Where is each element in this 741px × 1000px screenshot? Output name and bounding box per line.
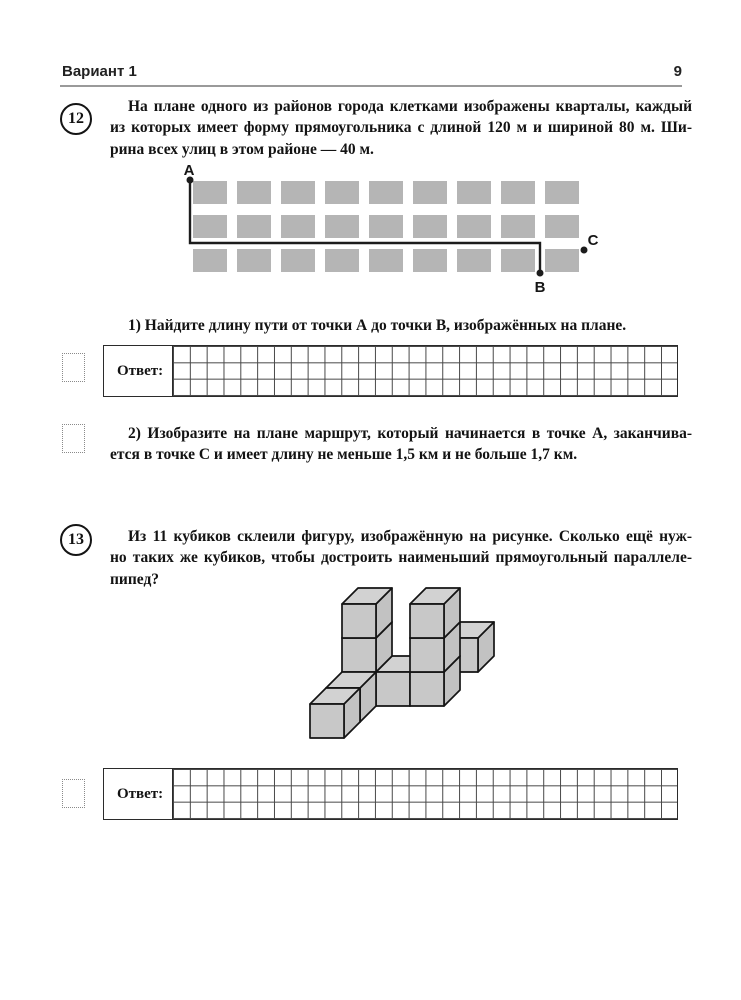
cube-face: [410, 638, 444, 672]
city-block: [457, 215, 491, 238]
question-2-line: ется в точке С и имеет длину не меньше 1,5 км и не больше 1,7 км.: [110, 446, 578, 464]
grader-checkbox-2[interactable]: [62, 424, 85, 453]
problem-12-number: 12: [68, 110, 84, 127]
city-block: [413, 181, 447, 204]
city-block: [325, 215, 359, 238]
question-2: [110, 423, 692, 466]
point-label: А: [183, 164, 195, 179]
city-block: [281, 215, 315, 238]
city-block: [545, 215, 579, 238]
answer-box-2: [103, 768, 678, 820]
grader-checkbox-3[interactable]: [62, 779, 85, 808]
statement-line: На плане одного из районов города клетками изображены кварталы, каждый: [128, 98, 692, 115]
answer-grid-2[interactable]: [173, 769, 677, 819]
point-label: В: [534, 279, 546, 296]
point-dot: [537, 270, 544, 277]
cube-face: [342, 604, 376, 638]
city-block: [369, 181, 403, 204]
city-block: [193, 215, 227, 238]
page-number: 9: [673, 63, 682, 80]
problem-13-number: 13: [68, 531, 84, 548]
question-2-line: 2) Изобразите на плане маршрут, который начинается в точке А, заканчива-: [128, 425, 692, 442]
city-block: [237, 181, 271, 204]
cube-face: [410, 604, 444, 638]
city-block: [325, 181, 359, 204]
point-dot: [581, 247, 588, 254]
city-plan-figure: [160, 164, 620, 304]
answer-grid-1[interactable]: [173, 346, 677, 396]
cube-face: [376, 672, 410, 706]
city-block: [545, 249, 579, 272]
cube-face: [410, 672, 444, 706]
city-block: [413, 249, 447, 272]
statement-line: но таких же кубиков, чтобы достроить наименьший прямоугольный параллеле-: [110, 549, 692, 567]
city-block: [193, 181, 227, 204]
variant-label: Вариант 1: [62, 63, 137, 80]
city-block: [281, 181, 315, 204]
city-block: [545, 181, 579, 204]
city-block: [413, 215, 447, 238]
city-block: [325, 249, 359, 272]
city-block: [369, 249, 403, 272]
city-block: [457, 249, 491, 272]
statement-line: рина всех улиц в этом районе — 40 м.: [110, 140, 374, 158]
statement-line: пипед?: [110, 570, 160, 588]
statement-line: Из 11 кубиков склеили фигуру, изображённую на рисунке. Сколько ещё нуж-: [128, 528, 692, 545]
city-block: [501, 181, 535, 204]
grader-checkbox-1[interactable]: [62, 353, 85, 382]
city-block: [237, 249, 271, 272]
cubes-figure: [302, 580, 512, 746]
answer-label-2: Ответ:: [104, 769, 173, 819]
cube-face: [342, 638, 376, 672]
problem-12-badge: [60, 103, 92, 135]
point-label: С: [587, 232, 599, 249]
problem-13-badge: [60, 524, 92, 556]
answer-box-1: [103, 345, 678, 397]
cube-face: [310, 704, 344, 738]
city-block: [501, 249, 535, 272]
statement-line: из которых имеет форму прямоугольника с длиной 120 м и шириной 80 м. Ши-: [110, 119, 692, 137]
city-block: [281, 249, 315, 272]
question-1-line: 1) Найдите длину пути от точки А до точки В, изображённых на плане.: [128, 317, 627, 334]
city-block: [193, 249, 227, 272]
question-1: [110, 315, 692, 336]
problem-12-statement: [110, 96, 692, 160]
city-block: [237, 215, 271, 238]
answer-label-1: Ответ:: [104, 346, 173, 396]
header-rule: [60, 85, 682, 87]
city-block: [457, 181, 491, 204]
city-block: [501, 215, 535, 238]
city-block: [369, 215, 403, 238]
